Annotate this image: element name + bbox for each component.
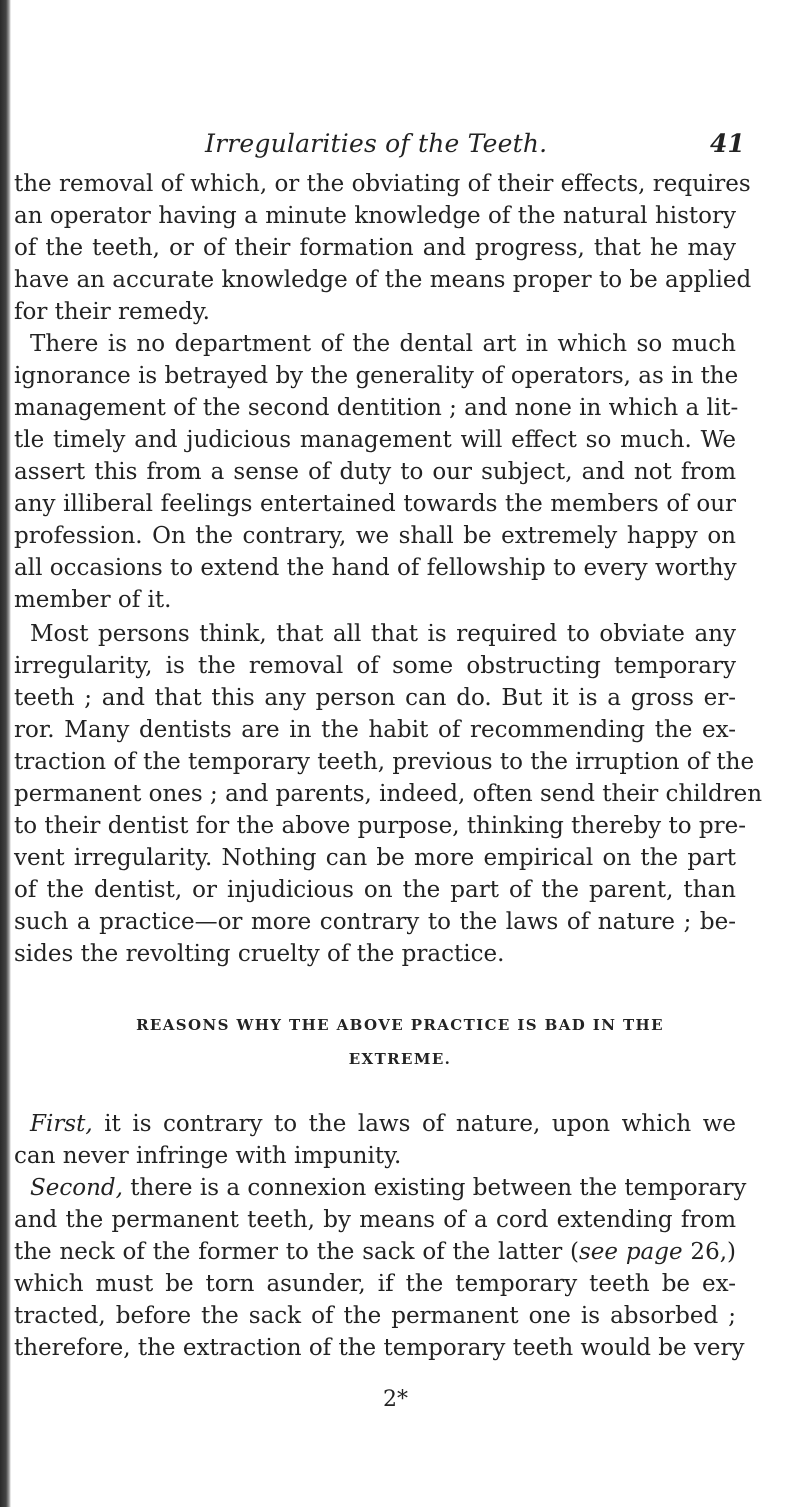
text-line: Most persons think, that all that is required to obviate any (30, 621, 736, 647)
text-line: have an accurate knowledge of the means proper to be applied (14, 267, 752, 293)
text-line: can never infringe with impunity. (14, 1143, 402, 1169)
text-line (30, 1172, 747, 1204)
text-line: sides the revolting cruelty of the practice. (14, 941, 505, 967)
page-number: 41 (710, 129, 745, 158)
text-line: any illiberal feelings entertained towards the members of our (14, 491, 736, 517)
text-line: the removal of which, or the obviating of their effects, requires (14, 171, 751, 197)
running-title: Irregularities of the Teeth. (205, 129, 548, 158)
text-line (14, 1236, 736, 1268)
text-line: irregularity, is the removal of some obstructing temporary (14, 653, 736, 679)
text-line: teeth ; and that this any person can do. But it is a gross er- (14, 685, 736, 711)
italic-lead: First, (30, 1111, 93, 1137)
text-line: of the dentist, or injudicious on the part of the parent, than (14, 877, 736, 903)
text-line: management of the second dentition ; and none in which a lit- (14, 395, 739, 421)
text-line: vent irregularity. Nothing can be more empirical on the part (14, 845, 736, 871)
italic-lead: Second, (30, 1175, 123, 1201)
text-line: all occasions to extend the hand of fellowship to every worthy (14, 555, 737, 581)
signature-mark: 2* (383, 1387, 408, 1412)
text-line: tle timely and judicious management will effect so much. We (14, 427, 736, 453)
text-line: to their dentist for the above purpose, thinking thereby to pre- (14, 813, 746, 839)
text-line (30, 1108, 736, 1140)
text-line: which must be torn asunder, if the temporary teeth be ex- (14, 1271, 736, 1297)
page-reference: see page (578, 1239, 683, 1265)
text-line: traction of the temporary teeth, previous to the irruption of the (14, 749, 755, 775)
text-line: an operator having a minute knowledge of the natural history (14, 203, 736, 229)
text-line: ignorance is betrayed by the generality of operators, as in the (14, 363, 739, 389)
text-line: therefore, the extraction of the temporary teeth would be very (14, 1335, 745, 1361)
text-line: There is no department of the dental art in which so much (30, 331, 736, 357)
text-line: profession. On the contrary, we shall be extremely happy on (14, 523, 736, 549)
text-line: member of it. (14, 587, 172, 613)
text-line: and the permanent teeth, by means of a cord extending from (14, 1207, 736, 1233)
text-run: it is contrary to the laws of nature, upon which we (92, 1111, 736, 1137)
section-heading-continued: EXTREME. (348, 1050, 452, 1068)
text-line: for their remedy. (14, 299, 210, 325)
text-run: the neck of the former to the sack of the latter ( (14, 1239, 579, 1265)
text-line: ror. Many dentists are in the habit of recommending the ex- (14, 717, 736, 743)
text-line: assert this from a sense of duty to our subject, and not from (14, 459, 736, 485)
text-run: 26,) (682, 1239, 736, 1265)
text-line: tracted, before the sack of the permanent one is absorbed ; (14, 1303, 736, 1329)
page-header (0, 124, 800, 164)
text-line: such a practice—or more contrary to the laws of nature ; be- (14, 909, 736, 935)
section-heading: REASONS WHY THE ABOVE PRACTICE IS BAD IN THE (136, 1016, 664, 1034)
text-run: there is a connexion existing between the temporary (122, 1175, 747, 1201)
text-line: of the teeth, or of their formation and progress, that he may (14, 235, 736, 261)
text-line: permanent ones ; and parents, indeed, often send their children (14, 781, 763, 807)
